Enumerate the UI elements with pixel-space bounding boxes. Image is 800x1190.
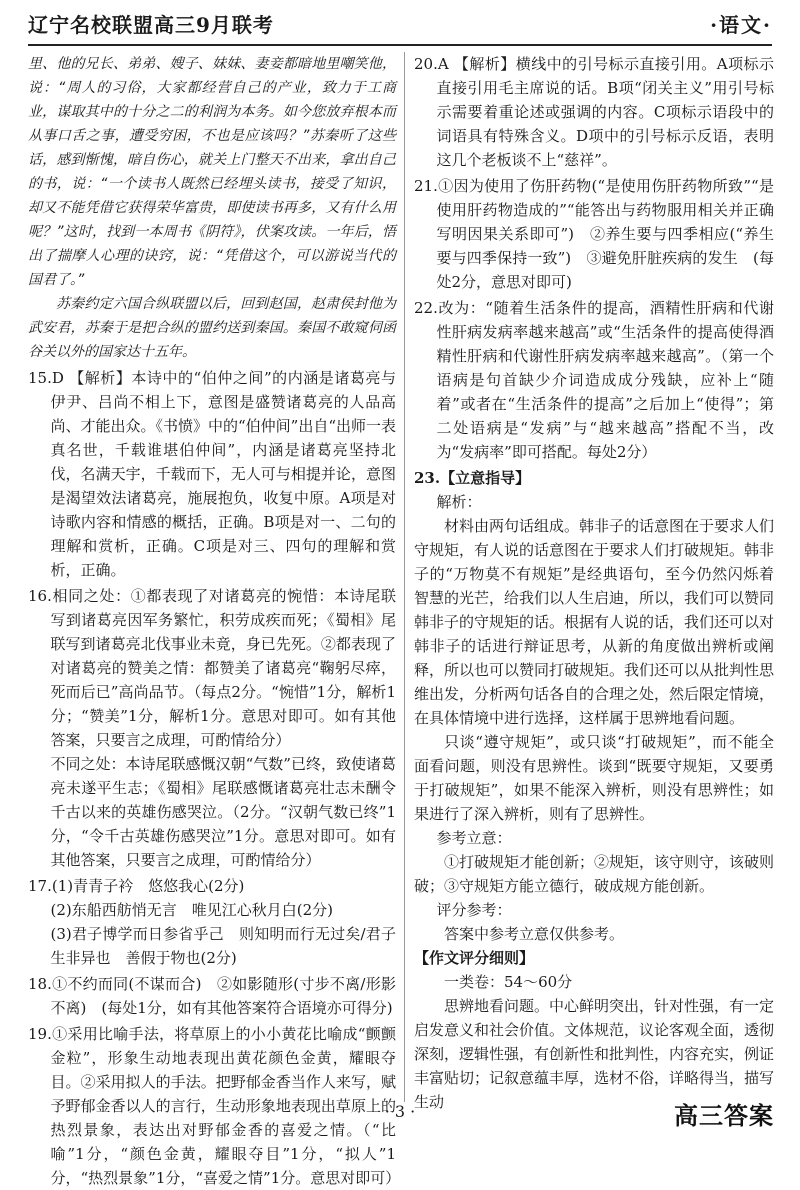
translation-paragraph-1: 里、他的兄长、弟弟、嫂子、妹妹、妻妾都暗地里嘲笑他，说：“周人的习俗，大家都经营自己的产业，致力于工商业，谋取其中的十分之二的利润为本务。如今您放弃根本而从事口舌之事，遭受穷困，不也是应该吗？”苏秦听了这些话，感到惭愧，暗自伤心，就关上门整天不出来，拿出自己的书，说：“一个读书人既然已经埋头读书，接受了知识，却又不能凭借它获得荣华富贵，即使读书再多，又有什么用呢？”这时，找到一本周书《阴符》，伏案攻读。一年后，悟出了揣摩人心理的诀窍，说：“凭借这个，可以游说当代的国君了。” <box>28 56 396 288</box>
answer-17-2: (2)东船西舫悄无言 唯见江心秋月白(2分) <box>50 901 333 919</box>
right-column <box>414 52 775 1111</box>
reference-theme-label: 参考立意： <box>436 829 512 847</box>
scoring-reference-label: 评分参考： <box>436 901 512 919</box>
answer-17-1: 17.(1)青青子衿 悠悠我心(2分) <box>28 877 245 895</box>
column-divider <box>404 52 405 1102</box>
answer-16-difference: 不同之处：本诗尾联感慨汉朝“气数”已终，致使诸葛亮未遂平生志；《蜀相》尾联感慨诸葛亮壮志未酬令千古以来的英雄伤感哭泣。（2分。“汉朝气数已终”1分，“令千古英雄伤感哭泣”1分。意思对即可。如有其他答案，只要言之成理，可酌情给分） <box>50 755 396 869</box>
answer-17-3: (3)君子博学而日参省乎己 则知明而行无过矣/君子生非异也 善假于物也(2分) <box>50 925 396 967</box>
rubric-first-class: 一类卷：54～60分 <box>444 973 573 991</box>
page-number: · 3 · <box>384 1102 416 1121</box>
answer-16-similarity: 16.相同之处：①都表现了对诸葛亮的惋惜：本诗尾联写到诸葛亮因军务繁忙，积劳成疾而死；《蜀相》尾联写到诸葛亮北伐事业未竟，身已先死。②都表现了对诸葛亮的赞美之情：都赞美了诸葛亮“鞠躬尽瘁，死而后已”高尚品节。（每点2分。“惋惜”1分，解析1分；“赞美”1分，解析1分。意思对即可。如有其他答案，只要言之成理，可酌情给分） <box>28 587 396 749</box>
left-column <box>28 52 401 1187</box>
subject-label: ·语文· <box>710 13 772 37</box>
scoring-reference-text: 答案中参考立意仅供参考。 <box>444 925 625 943</box>
translation-paragraph-2: 苏秦约定六国合纵联盟以后，回到赵国，赵肃侯封他为武安君，苏秦于是把合纵的盟约送到秦国。秦国不敢窥伺函谷关以外的国家达十五年。 <box>28 296 396 360</box>
analysis-paragraph-1: 材料由两句话组成。韩非子的话意图在于要求人们守规矩，有人说的话意图在于要求人们打破规矩。韩非子的“万物莫不有规矩”是经典语句，至今仍然闪烁着智慧的光芒，给我们以人生启迪，所以，我们可以赞同韩非子的守规矩的话。根据有人说的话，我们还可以对韩非子的话进行辩证思考，从新的角度做出辨析或阐释，所以也可以赞同打破规矩。我们还可以从批判性思维出发，分析两句话各自的合理之处，然后限定情境，在具体情境中进行选择，这样属于思辨地看问题。 <box>414 517 775 727</box>
answer-21: 21.①因为使用了伤肝药物(“是使用伤肝药物所致”“是使用肝药物造成的”“能答出与药物服用相关并正确写明因果关系即可”) ②养生要与四季相应(“养生要与四季保持一致”) ③避免肝脏疾病的发生 (每处2分，意思对即可) <box>414 177 774 291</box>
answer-23-heading: 23.【立意指导】 <box>414 469 531 487</box>
answer-22: 22.改为：“随着生活条件的提高，酒精性肝病和代谢性肝病发病率越来越高”或“生活条件的提高使得酒精性肝病和代谢性肝病发病率越来越高”。（第一个语病是句首缺少介词造成成分残缺，应补上“随着”或者在“生活条件的提高”之后加上“使得”；第二处语病是“发病”与“越来越高”搭配不当，改为“发病率”即可搭配。每处2分） <box>414 299 774 461</box>
rubric-first-class-text: 思辨地看问题。中心鲜明突出，针对性强，有一定启发意义和社会价值。文体规范，议论客观全面，透彻深刻，逻辑性强，有创新性和批判性，内容充实，例证丰富贴切；记叙意蕴丰厚，选材不俗，详略得当，描写生动 <box>414 997 775 1111</box>
page-header <box>28 10 772 46</box>
rubric-heading: 【作文评分细则】 <box>414 949 535 967</box>
analysis-label: 解析： <box>436 493 482 511</box>
answer-18: 18.①不约而同(不谋而合) ②如影随形(寸步不离/形影不离) (每处1分，如有其他答案符合语境亦可得分) <box>28 975 396 1017</box>
reference-theme-text: ①打破规矩才能创新；②规矩，该守则守，该破则破；③守规矩方能立德行，破成规方能创新。 <box>414 853 775 895</box>
answer-stamp: 高三答案 <box>674 1102 774 1130</box>
answer-19: 19.①采用比喻手法，将草原上的小小黄花比喻成“颤颤金粒”，形象生动地表现出黄花颜色金黄，耀眼夺目。②采用拟人的手法。把野郁金香当作人来写，赋予野郁金香以人的言行，生动形象地表现出草原上的热烈景象，表达出对野郁金香的喜爱之情。（“比喻”1分，“颜色金黄，耀眼夺目”1分，“拟人”1分，“热烈景象”1分，“喜爱之情”1分。意思对即可） <box>28 1025 401 1187</box>
analysis-paragraph-2: 只谈“遵守规矩”，或只谈“打破规矩”，而不能全面看问题，则没有思辨性。谈到“既要守规矩，又要勇于打破规矩”，如果不能深入辨析，则没有思辨性；如果进行了深入辨析，则有了思辨性。 <box>414 733 774 823</box>
answer-20: 20.A 【解析】横线中的引号标示直接引用。A项标示直接引用毛主席说的话。B项“闭关主义”用引号标示需要着重论述或强调的内容。C项标示语段中的词语具有特殊含义。D项中的引号标示反语，表明这几个老板谈不上“慈祥”。 <box>414 55 774 169</box>
answer-15: 15.D 【解析】本诗中的“伯仲之间”的内涵是诸葛亮与伊尹、吕尚不相上下，意图是盛赞诸葛亮的人品高尚、才能出众。《书愤》中的“伯仲间”出自“出师一表真名世，千载谁堪伯仲间”，内涵是诸葛亮坚持北伐，名满天宇，千载而下，无人可与相提并论，意图是渴望效法诸葛亮，施展抱负，收复中原。A项是对诗歌内容和情感的概括，正确。B项是对一、二句的理解和赏析，正确。C项是对三、四句的理解和赏析，正确。 <box>28 369 397 579</box>
exam-title: 辽宁名校联盟高三9月联考 <box>28 13 274 37</box>
